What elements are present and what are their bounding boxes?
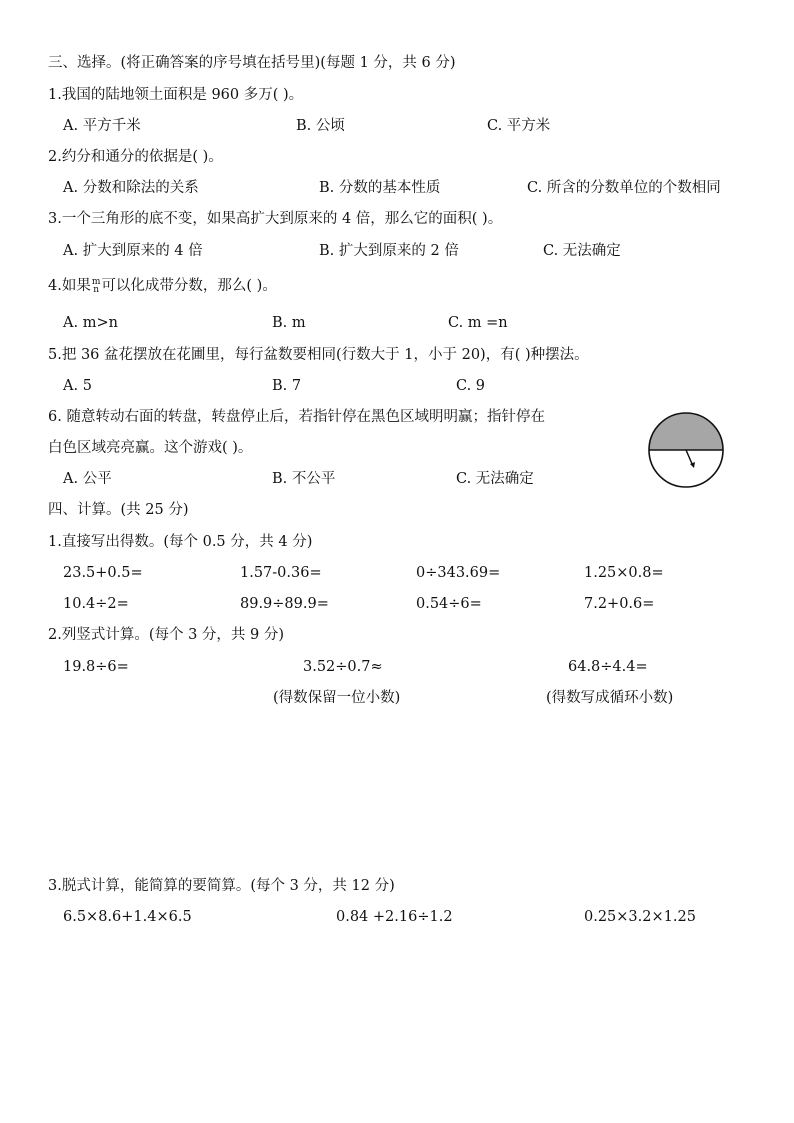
section-4-title: 四、计算。(共 25 分) [48,502,189,518]
oral-calc-5: 10.4÷2= [63,596,129,612]
q3-option-b[interactable]: B. 扩大到原来的 2 倍 [319,243,459,259]
question-6-line-2: 白色区域亮亮赢。这个游戏( )。 [48,440,253,456]
oral-calc-1: 23.5+0.5= [63,565,143,581]
vertical-calc-2: 3.52÷0.7≈ [303,659,383,675]
step-calc-2: 0.84 +2.16÷1.2 [336,909,453,925]
vertical-calc-1: 19.8÷6= [63,659,129,675]
oral-calc-8: 7.2+0.6= [584,596,655,612]
part-2-heading: 2.列竖式计算。(每个 3 分，共 9 分) [48,627,285,643]
question-5: 5.把 36 盆花摆放在花圃里，每行盆数要相同(行数大于 1，小于 20)，有( )种摆法。 [48,347,589,363]
q6-option-a[interactable]: A. 公平 [63,471,112,487]
q2-option-a[interactable]: A. 分数和除法的关系 [63,180,199,196]
question-2: 2.约分和通分的依据是( )。 [48,149,223,165]
fraction-denominator: n [93,285,100,295]
q3-option-c[interactable]: C. 无法确定 [543,243,621,259]
q4-option-a[interactable]: A. m>n [63,315,118,331]
question-4 [48,276,277,296]
q1-option-b[interactable]: B. 公顷 [296,118,345,134]
spinner-icon [647,411,727,489]
q2-option-b[interactable]: B. 分数的基本性质 [319,180,441,196]
needle-arrowhead [690,462,695,468]
oral-calc-7: 0.54÷6= [416,596,482,612]
question-3: 3.一个三角形的底不变，如果高扩大到原来的 4 倍，那么它的面积( )。 [48,211,503,227]
q5-option-b[interactable]: B. 7 [272,378,302,394]
q4-prefix: 4.如果 [48,278,91,294]
step-calc-3: 0.25×3.2×1.25 [584,909,696,925]
q6-option-b[interactable]: B. 不公平 [272,471,336,487]
part-1-heading: 1.直接写出得数。(每个 0.5 分，共 4 分) [48,534,313,550]
fraction-numerator: m [91,277,101,287]
vertical-calc-3: 64.8÷4.4= [568,659,648,675]
section-3-title: 三、选择。(将正确答案的序号填在括号里)(每题 1 分，共 6 分) [48,55,456,71]
q1-option-a[interactable]: A. 平方千米 [63,118,141,134]
spinner-shaded-half [649,413,723,450]
q1-option-c[interactable]: C. 平方米 [487,118,551,134]
oral-calc-3: 0÷343.69= [416,565,501,581]
vertical-calc-note-2: (得数写成循环小数) [546,690,674,706]
part-3-heading: 3.脱式计算，能简算的要简算。(每个 3 分，共 12 分) [48,878,395,894]
vertical-calc-note-1: (得数保留一位小数) [273,690,401,706]
q6-option-c[interactable]: C. 无法确定 [456,471,534,487]
step-calc-1: 6.5×8.6+1.4×6.5 [63,909,192,925]
fraction-m-over-n [92,278,101,294]
q4-option-b[interactable]: B. m [272,315,306,331]
q4-option-c[interactable]: C. m =n [448,315,508,331]
question-1: 1.我国的陆地领土面积是 960 多万( )。 [48,87,304,103]
oral-calc-6: 89.9÷89.9= [240,596,329,612]
q5-option-a[interactable]: A. 5 [63,378,92,394]
q3-option-a[interactable]: A. 扩大到原来的 4 倍 [63,243,203,259]
q5-option-c[interactable]: C. 9 [456,378,486,394]
q2-option-c[interactable]: C. 所含的分数单位的个数相同 [527,180,721,196]
oral-calc-2: 1.57-0.36= [240,565,322,581]
oral-calc-4: 1.25×0.8= [584,565,664,581]
question-6-line-1: 6. 随意转动右面的转盘，转盘停止后，若指针停在黑色区域明明赢；指针停在 [48,409,545,425]
q4-suffix: 可以化成带分数，那么( )。 [101,278,277,294]
